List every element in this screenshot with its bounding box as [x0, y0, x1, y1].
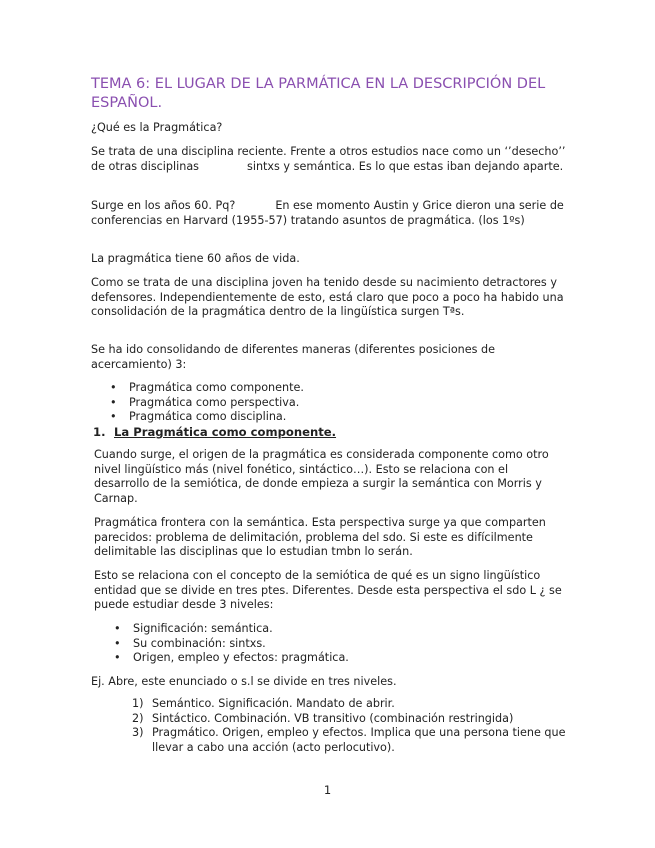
list-item: • Pragmática como perspectiva. [110, 396, 304, 411]
paragraph-8: Esto se relaciona con el concepto de la semiótica de qué es un signo lingüístico entidad que se divide en tres ptes. Diferentes. Desde esta perspectiva el sdo L ¿ se puede estudiar desde 3 niveles: [94, 569, 562, 611]
paragraph-9: Ej. Abre, este enunciado o s.l se divide en tres niveles. [91, 675, 397, 688]
paragraph-5: Se ha ido consolidando de diferentes maneras (diferentes posiciones de acercamiento) 3: [91, 343, 496, 371]
section-heading-text: La Pragmática como componente. [114, 425, 337, 439]
numbered-list-levels [132, 697, 572, 755]
paragraph-1-part-b: de otras disciplinas [91, 159, 200, 173]
paragraph-7: Pragmática frontera con la semántica. Esta perspectiva surge ya que comparten parecidos: problema de delimitación, problema del sdo. Si este es difícilmente delimitable las disciplinas que lo estudian tmbn lo serán. [94, 516, 546, 558]
bullet-list-approaches [110, 381, 304, 425]
list-item-number: 3) [132, 726, 144, 739]
paragraph-1-part-c: sintxs y semántica. Es lo que estas iban dejando aparte. [247, 159, 564, 173]
list-item [132, 697, 572, 712]
list-item-text: Semántico. Significación. Mandato de abrir. [152, 697, 395, 710]
list-item-text: Pragmático. Origen, empleo y efectos. Implica que una persona tiene que llevar a cabo una acción (acto perlocutivo). [152, 726, 566, 754]
list-item [132, 712, 572, 727]
paragraph-1 [91, 145, 566, 174]
bullet-list-levels [114, 622, 349, 666]
paragraph-2-part-a: Surge en los años 60. Pq? [91, 199, 236, 212]
list-item: • Pragmática como componente. [110, 381, 304, 396]
list-item [132, 726, 572, 755]
list-item-text: Sintáctico. Combinación. VB transitivo (combinación restringida) [152, 711, 514, 725]
paragraph-2 [91, 199, 566, 228]
paragraph-1-part-a: Se trata de una disciplina reciente. Frente a otros estudios nace como un ‘’desecho’’ [91, 145, 566, 158]
section-number: 1. [93, 425, 106, 439]
paragraph-3: La pragmática tiene 60 años de vida. [91, 252, 300, 265]
paragraph-4: Como se trata de una disciplina joven ha tenido desde su nacimiento detractores y defensores. Independientemente de esto, está claro que poco a poco ha habido una consolidación de la pragmática dentro de la lingüística surgen Tªs. [91, 276, 564, 318]
question-heading: ¿Qué es la Pragmática? [91, 121, 223, 134]
section-heading [93, 425, 336, 439]
document-title: TEMA 6: EL LUGAR DE LA PARMÁTICA EN LA DESCRIPCIÓN DEL ESPAÑOL. [91, 76, 546, 111]
list-item-number: 2) [132, 711, 144, 725]
paragraph-2-part-b: En ese momento Austin y Grice dieron una serie de conferencias en Harvard (1955-57) tratando asuntos de pragmática. (los 1ºs) [91, 199, 564, 227]
list-item-number: 1) [132, 697, 144, 710]
list-item: • Su combinación: sintxs. [114, 637, 349, 652]
page-number: 1 [323, 783, 332, 797]
list-item: • Significación: semántica. [114, 622, 349, 637]
list-item: • Pragmática como disciplina. [110, 410, 304, 425]
paragraph-6: Cuando surge, el origen de la pragmática es considerada componente como otro nivel lingüístico más (nivel fonético, sintáctico…). Esto se relaciona con el desarrollo de la semiótica, de donde empieza a surgir la semántica con Morris y Carnap. [94, 448, 549, 505]
list-item: • Origen, empleo y efectos: pragmática. [114, 651, 349, 666]
